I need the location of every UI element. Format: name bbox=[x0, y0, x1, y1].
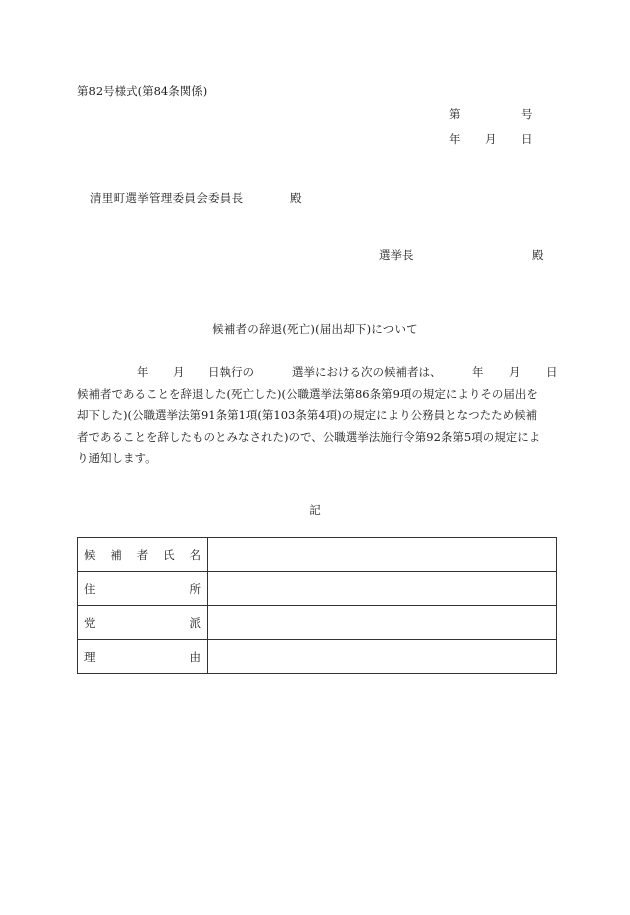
doc-date-day: 日 bbox=[521, 132, 533, 146]
row-label-party: 党 派 bbox=[78, 606, 208, 640]
doc-number-suffix: 号 bbox=[521, 107, 533, 121]
row-label-candidate-name: 候 補 者 氏 名 bbox=[78, 538, 208, 572]
addressee-name: 清里町選挙管理委員会委員長 bbox=[90, 191, 244, 205]
body-line-1: 年 月 日執行の 選挙における次の候補者は、 年 月 日 bbox=[137, 365, 558, 379]
table-row bbox=[78, 538, 557, 572]
address-field[interactable] bbox=[208, 572, 557, 606]
table-row bbox=[78, 572, 557, 606]
table-row bbox=[78, 606, 557, 640]
ki-heading: 記 bbox=[309, 503, 321, 517]
doc-date-month: 月 bbox=[485, 132, 497, 146]
sender-title: 選挙長 bbox=[379, 248, 414, 262]
reason-field[interactable] bbox=[208, 640, 557, 674]
sender-honorific: 殿 bbox=[532, 248, 544, 262]
body-paragraph bbox=[77, 362, 557, 470]
form-number-label: 第82号様式(第84条関係) bbox=[77, 84, 208, 98]
candidate-name-field[interactable] bbox=[208, 538, 557, 572]
row-label-address: 住 所 bbox=[78, 572, 208, 606]
addressee-honorific: 殿 bbox=[290, 191, 302, 205]
body-line-3: 却下した)(公職選挙法第91条第1項(第103条第4項)の規定により公務員となつたため候補 bbox=[77, 408, 538, 422]
table-row bbox=[78, 640, 557, 674]
doc-number-prefix: 第 bbox=[449, 107, 461, 121]
body-line-5: り通知します。 bbox=[77, 451, 157, 465]
doc-date-year: 年 bbox=[449, 132, 461, 146]
candidate-info-table bbox=[77, 537, 557, 674]
document-title: 候補者の辞退(死亡)(届出却下)について bbox=[212, 322, 418, 336]
body-line-2: 候補者であることを辞退した(死亡した)(公職選挙法第86条第9項の規定によりその届出を bbox=[77, 386, 538, 401]
party-field[interactable] bbox=[208, 606, 557, 640]
row-label-reason: 理 由 bbox=[78, 640, 208, 674]
body-line-4: 者であることを辞したものとみなされた)ので、公職選挙法施行令第92条第5項の規定によ bbox=[77, 429, 541, 444]
